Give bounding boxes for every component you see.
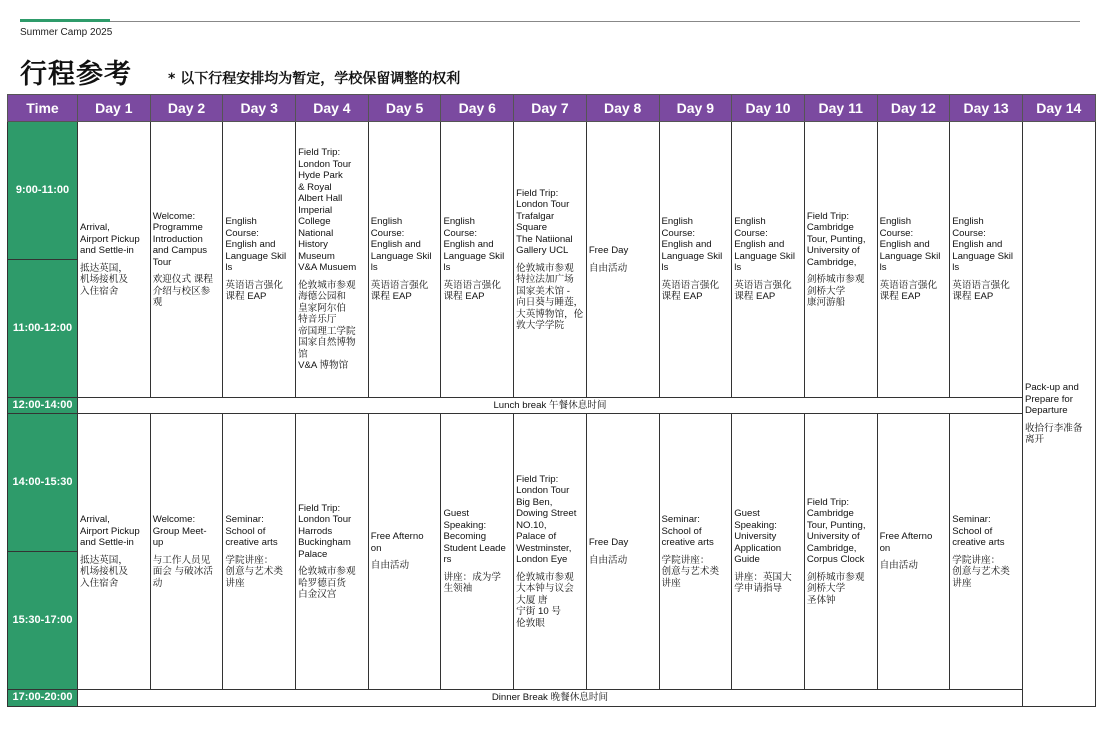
activity-en: Free Afterno on: [879, 531, 933, 554]
time-cell: 12:00-14:00: [8, 398, 78, 414]
activity-en: Arrival, Airport Pickup and Settle-in: [80, 514, 140, 548]
activity-cell: [514, 414, 587, 690]
dinner-break-cell: Dinner Break 晚餐休息时间: [78, 690, 1023, 707]
activity-cell: [950, 414, 1023, 690]
activity-zh: 讲座：成为学 生领袖: [443, 571, 501, 595]
activity-en: English Course: English and Language Skil ls: [952, 216, 1014, 274]
activity-en: English Course: English and Language Skil ls: [225, 216, 287, 274]
activity-cell: [514, 122, 587, 398]
column-header-day-2: Day 2: [150, 95, 223, 122]
morning-row-1: [8, 122, 1096, 260]
afternoon-row-1: [8, 414, 1096, 552]
activity-zh: 自由活动: [370, 560, 410, 572]
itinerary-table: [7, 94, 1096, 707]
activity-zh: 剑桥城市参观 剑桥大学 圣体钟: [806, 571, 865, 606]
activity-zh: 英语语言强化 课程 EAP: [661, 279, 720, 303]
activity-en: Field Trip: London Tour Trafalgar Square The Natiional Gallery UCL: [516, 187, 573, 256]
column-header-day-12: Day 12: [877, 95, 950, 122]
activity-zh: 伦敦城市参观 特拉法加广场 国家美术馆 - 向日葵与睡莲， 大英博物馆，伦 敦大学学院: [516, 262, 584, 331]
activity-zh: 学院讲座： 创意与艺术类 讲座: [225, 554, 283, 589]
activity-zh: 学院讲座： 创意与艺术类 讲座: [952, 554, 1010, 589]
activity-en: Welcome: Group Meet- up: [152, 514, 207, 548]
activity-en: Guest Speaking: University Application Guide: [734, 508, 782, 566]
activity-en: Field Trip: Cambridge Tour, Punting, University of Cambridge, Corpus Clock: [806, 496, 866, 566]
activity-cell: [223, 122, 296, 398]
activity-zh: 抵达英国， 机场接机及 入住宿舍: [80, 262, 128, 297]
activity-cell: [732, 122, 805, 398]
activity-en: English Course: English and Language Skil ls: [370, 216, 432, 274]
activity-en: Pack-up and Prepare for Departure: [1024, 382, 1079, 417]
header-rule: [20, 21, 1080, 22]
column-header-time: Time: [8, 95, 78, 122]
column-header-day-6: Day 6: [441, 95, 514, 122]
activity-zh: 讲座：英国大 学申请指导: [734, 571, 792, 595]
activity-en: Field Trip: Cambridge Tour, Punting, University of Cambridge,: [806, 210, 866, 268]
column-header-day-5: Day 5: [368, 95, 441, 122]
activity-en: Field Trip: London Tour Harrods Buckingham Palace: [298, 502, 352, 560]
activity-en: Field Trip: London Tour Big Ben, Dowing Street NO.10, Palace of Westminster, London Eye: [516, 473, 577, 566]
time-cell: 14:00-15:30: [8, 414, 78, 552]
activity-zh: 收拾行李准备 离开: [1024, 422, 1083, 446]
activity-cell-day-14: [1022, 122, 1095, 707]
activity-zh: 与工作人员见 面会 与破冰活 动: [152, 554, 213, 589]
activity-cell: [78, 414, 151, 690]
activity-cell: [223, 414, 296, 690]
activity-zh: 学院讲座： 创意与艺术类 讲座: [661, 554, 720, 589]
column-header-day-8: Day 8: [586, 95, 659, 122]
activity-zh: 伦敦城市参观 大本钟与议会 大厦 唐 宁街 10 号 伦敦眼: [516, 571, 574, 629]
column-header-day-11: Day 11: [804, 95, 877, 122]
time-cell: 17:00-20:00: [8, 690, 78, 707]
activity-en: English Course: English and Language Skil ls: [734, 216, 795, 274]
lunch-break-cell: Lunch break 午餐休息时间: [78, 398, 1023, 414]
activity-cell: [877, 414, 950, 690]
brand-label: Summer Camp 2025: [20, 27, 113, 38]
activity-en: Seminar: School of creative arts: [952, 514, 1005, 548]
activity-en: English Course: English and Language Skil ls: [443, 216, 505, 274]
time-cell: 9:00-11:00: [8, 122, 78, 260]
activity-en: Welcome: Programme Introduction and Campus Tour: [152, 210, 208, 268]
time-cell: 15:30-17:00: [8, 552, 78, 690]
activity-en: Seminar: School of creative arts: [225, 514, 278, 548]
activity-zh: 自由活动: [879, 560, 918, 572]
time-cell: 11:00-12:00: [8, 260, 78, 398]
activity-cell: [296, 122, 369, 398]
activity-zh: 英语语言强化 课程 EAP: [225, 279, 283, 303]
column-header-day-3: Day 3: [223, 95, 296, 122]
column-header-day-1: Day 1: [78, 95, 151, 122]
dinner-row: [8, 690, 1096, 707]
activity-en: English Course: English and Language Skil ls: [879, 216, 941, 274]
activity-zh: 欢迎仪式 课程 介绍与校区参 观: [152, 274, 213, 308]
activity-cell: [804, 122, 877, 398]
activity-en: Free Afterno on: [370, 531, 424, 554]
column-header-day-4: Day 4: [296, 95, 369, 122]
page-title: 行程参考: [20, 59, 132, 90]
activity-zh: 自由活动: [588, 262, 628, 274]
activity-cell: [659, 414, 732, 690]
activity-cell: [586, 414, 659, 690]
activity-cell: [368, 414, 441, 690]
column-header-day-14: Day 14: [1022, 95, 1095, 122]
activity-zh: 伦敦城市参观 哈罗德百货 白金汉宫: [298, 566, 356, 600]
activity-cell: [150, 414, 223, 690]
activity-cell: [804, 414, 877, 690]
header-accent-bar: [20, 19, 110, 22]
activity-zh: 剑桥城市参观 剑桥大学 康河游船: [806, 274, 865, 308]
activity-zh: 自由活动: [588, 554, 628, 566]
activity-cell: [950, 122, 1023, 398]
column-header-day-10: Day 10: [732, 95, 805, 122]
activity-en: English Course: English and Language Skil ls: [661, 216, 723, 274]
activity-zh: 伦敦城市参观 海德公园和 皇家阿尔伯 特音乐厅 帝国理工学院 国家自然博物 馆 V&A 博物馆: [298, 279, 356, 372]
activity-cell: [441, 122, 514, 398]
activity-cell: [659, 122, 732, 398]
activity-en: Free Day: [588, 537, 629, 548]
header-row: [8, 95, 1096, 122]
activity-en: Guest Speaking: Becoming Student Leade rs: [443, 508, 506, 566]
activity-cell: [732, 414, 805, 690]
activity-zh: 英语语言强化 课程 EAP: [879, 279, 938, 303]
column-header-day-9: Day 9: [659, 95, 732, 122]
schedule-note: * 以下行程安排均为暂定，学校保留调整的权利: [168, 71, 461, 87]
activity-en: Field Trip: London Tour Hyde Park & Royal Albert Hall Imperial College National History Museum V&A Musuem: [298, 147, 357, 274]
activity-cell: [150, 122, 223, 398]
activity-cell: [296, 414, 369, 690]
column-header-day-7: Day 7: [514, 95, 587, 122]
activity-zh: 抵达英国， 机场接机及 入住宿舍: [80, 554, 128, 589]
lunch-row: [8, 398, 1096, 414]
column-header-day-13: Day 13: [950, 95, 1023, 122]
activity-zh: 英语语言强化 课程 EAP: [734, 279, 792, 303]
activity-en: Free Day: [588, 245, 629, 256]
activity-zh: 英语语言强化 课程 EAP: [370, 279, 429, 303]
activity-zh: 英语语言强化 课程 EAP: [443, 279, 501, 303]
activity-cell: [78, 122, 151, 398]
activity-cell: [586, 122, 659, 398]
activity-en: Seminar: School of creative arts: [661, 514, 714, 548]
activity-zh: 英语语言强化 课程 EAP: [952, 279, 1010, 303]
activity-cell: [368, 122, 441, 398]
activity-cell: [441, 414, 514, 690]
activity-en: Arrival, Airport Pickup and Settle-in: [80, 222, 140, 256]
activity-cell: [877, 122, 950, 398]
